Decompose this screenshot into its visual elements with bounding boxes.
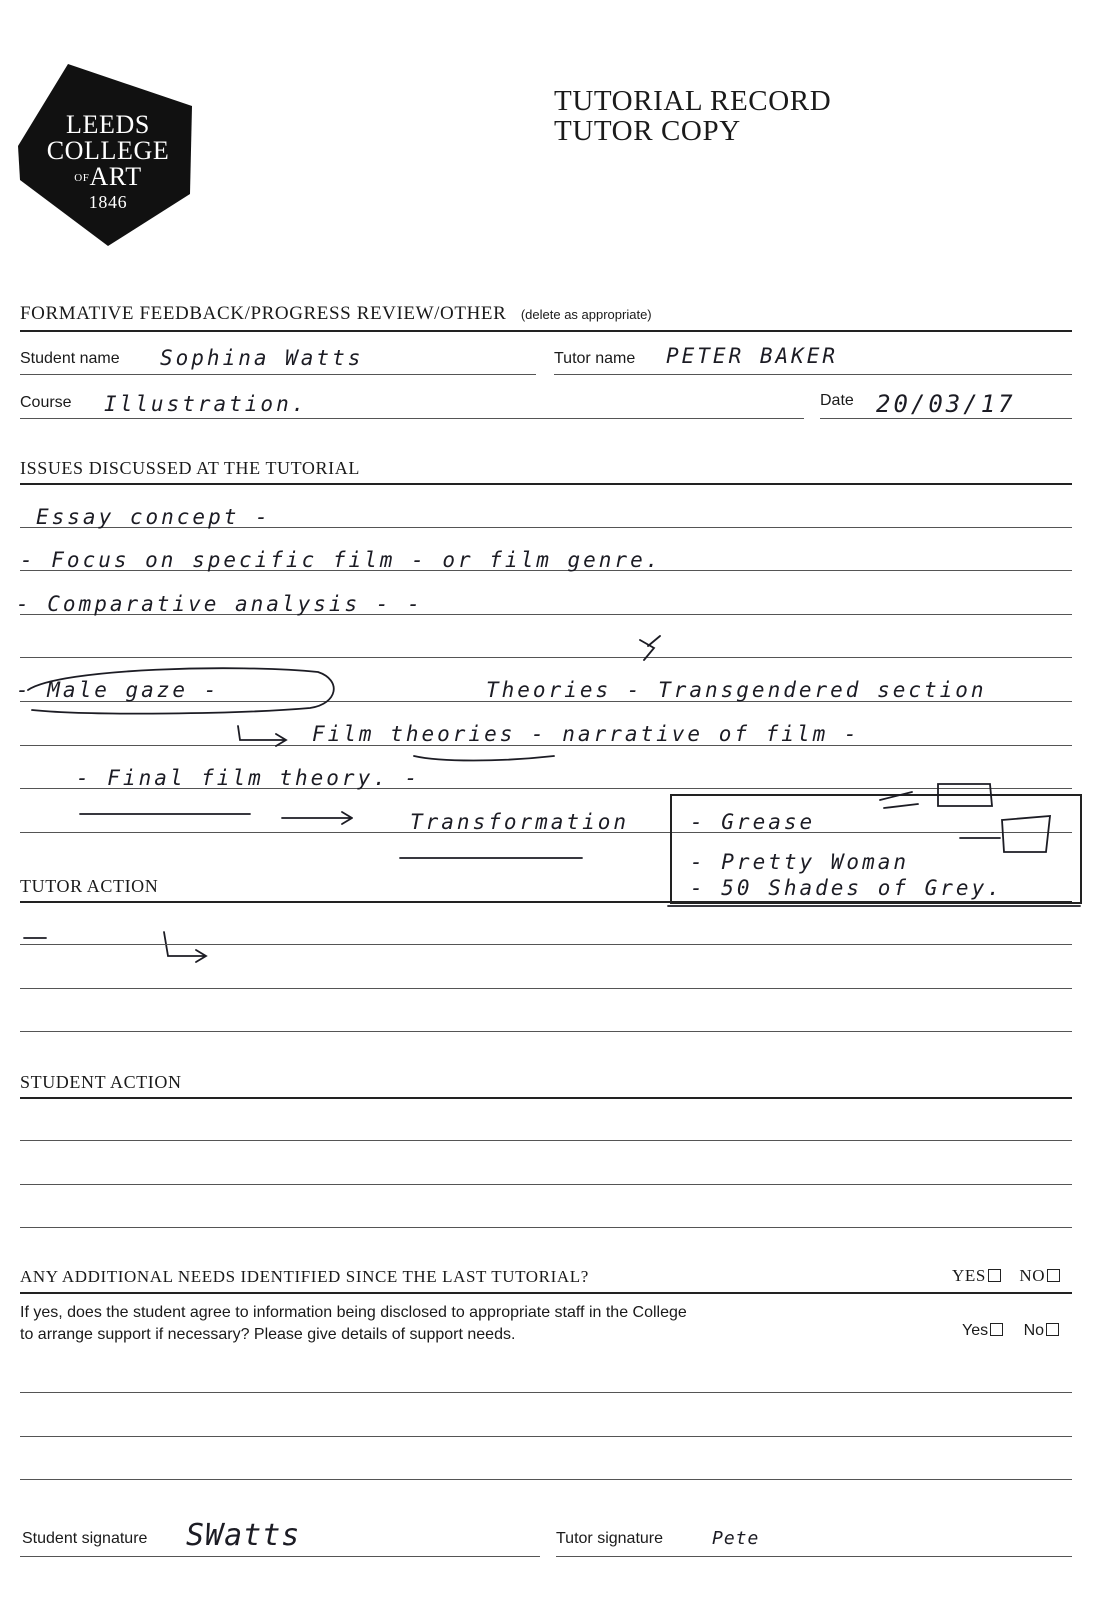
tutor-action-heading: TUTOR ACTION	[20, 876, 159, 896]
logo-line-leeds: LEEDS	[66, 110, 150, 139]
tutor-name-label: Tutor name	[554, 350, 636, 367]
consent-yes-checkbox[interactable]	[990, 1323, 1003, 1336]
student-signature[interactable]: SWatts	[186, 1518, 301, 1553]
title-line-2: TUTOR COPY	[554, 115, 741, 147]
consent-no-label: No	[1023, 1322, 1045, 1339]
needs-yes-label: YES	[952, 1266, 986, 1285]
consent-question-line1: If yes, does the student agree to information being disclosed to appropriate staff in the College	[20, 1304, 687, 1321]
writing-line	[20, 944, 1072, 945]
student-action-divider	[20, 1097, 1072, 1099]
writing-line	[20, 1184, 1072, 1185]
needs-no-checkbox[interactable]	[1047, 1269, 1060, 1282]
logo-of: OF	[74, 172, 90, 184]
tutor-name-value[interactable]: PETER BAKER	[666, 344, 839, 368]
student-signature-label: Student signature	[22, 1530, 148, 1547]
tutor-signature-line	[556, 1556, 1072, 1557]
tutor-signature[interactable]: Pete	[712, 1528, 760, 1549]
tutor-signature-label: Tutor signature	[556, 1530, 664, 1547]
issues-note: Theories - Transgendered section	[486, 678, 987, 702]
student-name-value[interactable]: Sophina Watts	[160, 346, 364, 370]
consent-yes-no	[962, 1322, 1059, 1340]
issues-note: - Pretty Woman	[690, 850, 910, 874]
needs-divider	[20, 1292, 1072, 1294]
needs-yes-checkbox[interactable]	[988, 1269, 1001, 1282]
issues-note: - Male gaze -	[16, 678, 220, 702]
consent-question-line2: to arrange support if necessary? Please give details of support needs.	[20, 1326, 516, 1343]
course-value[interactable]: Illustration.	[104, 392, 308, 416]
logo-year: 1846	[88, 192, 128, 212]
writing-line	[20, 1479, 1072, 1480]
writing-line	[20, 1140, 1072, 1141]
issues-note: - 50 Shades of Grey.	[690, 876, 1003, 900]
issues-note: Essay concept -	[36, 505, 271, 529]
consent-yes-label: Yes	[962, 1322, 989, 1339]
writing-line	[20, 1031, 1072, 1032]
writing-line	[20, 1436, 1072, 1437]
date-label: Date	[820, 392, 854, 409]
writing-line	[20, 1227, 1072, 1228]
issues-note: - Focus on specific film - or film genre.	[20, 548, 662, 572]
student-signature-line	[20, 1556, 540, 1557]
course-label: Course	[20, 394, 72, 411]
issues-note: Transformation	[410, 810, 630, 834]
consent-question	[20, 1302, 687, 1346]
date-value[interactable]: 20/03/17	[876, 390, 1016, 418]
tutor-action-divider	[20, 901, 1072, 903]
student-name-label: Student name	[20, 350, 120, 367]
writing-line	[20, 988, 1072, 989]
issues-note: - Final film theory. -	[76, 766, 421, 790]
consent-no-checkbox[interactable]	[1046, 1323, 1059, 1336]
issues-note: - Comparative analysis - -	[16, 592, 423, 616]
student-action-heading: STUDENT ACTION	[20, 1072, 182, 1092]
form-type-label: FORMATIVE FEEDBACK/PROGRESS REVIEW/OTHER	[20, 303, 507, 324]
issues-note: - Grease	[690, 810, 816, 834]
title-line-1: TUTORIAL RECORD	[554, 85, 832, 117]
additional-needs-heading: ANY ADDITIONAL NEEDS IDENTIFIED SINCE THE LAST TUTORIAL?	[20, 1267, 589, 1286]
needs-no-label: NO	[1019, 1266, 1046, 1285]
issues-heading: ISSUES DISCUSSED AT THE TUTORIAL	[20, 458, 360, 478]
issues-note: Film theories - narrative of film -	[312, 722, 860, 746]
logo-art: ART	[89, 162, 142, 191]
writing-line	[20, 1392, 1072, 1393]
form-type-note: (delete as appropriate)	[520, 307, 652, 322]
needs-yes-no	[952, 1266, 1060, 1286]
logo-line-college: COLLEGE	[46, 136, 170, 165]
